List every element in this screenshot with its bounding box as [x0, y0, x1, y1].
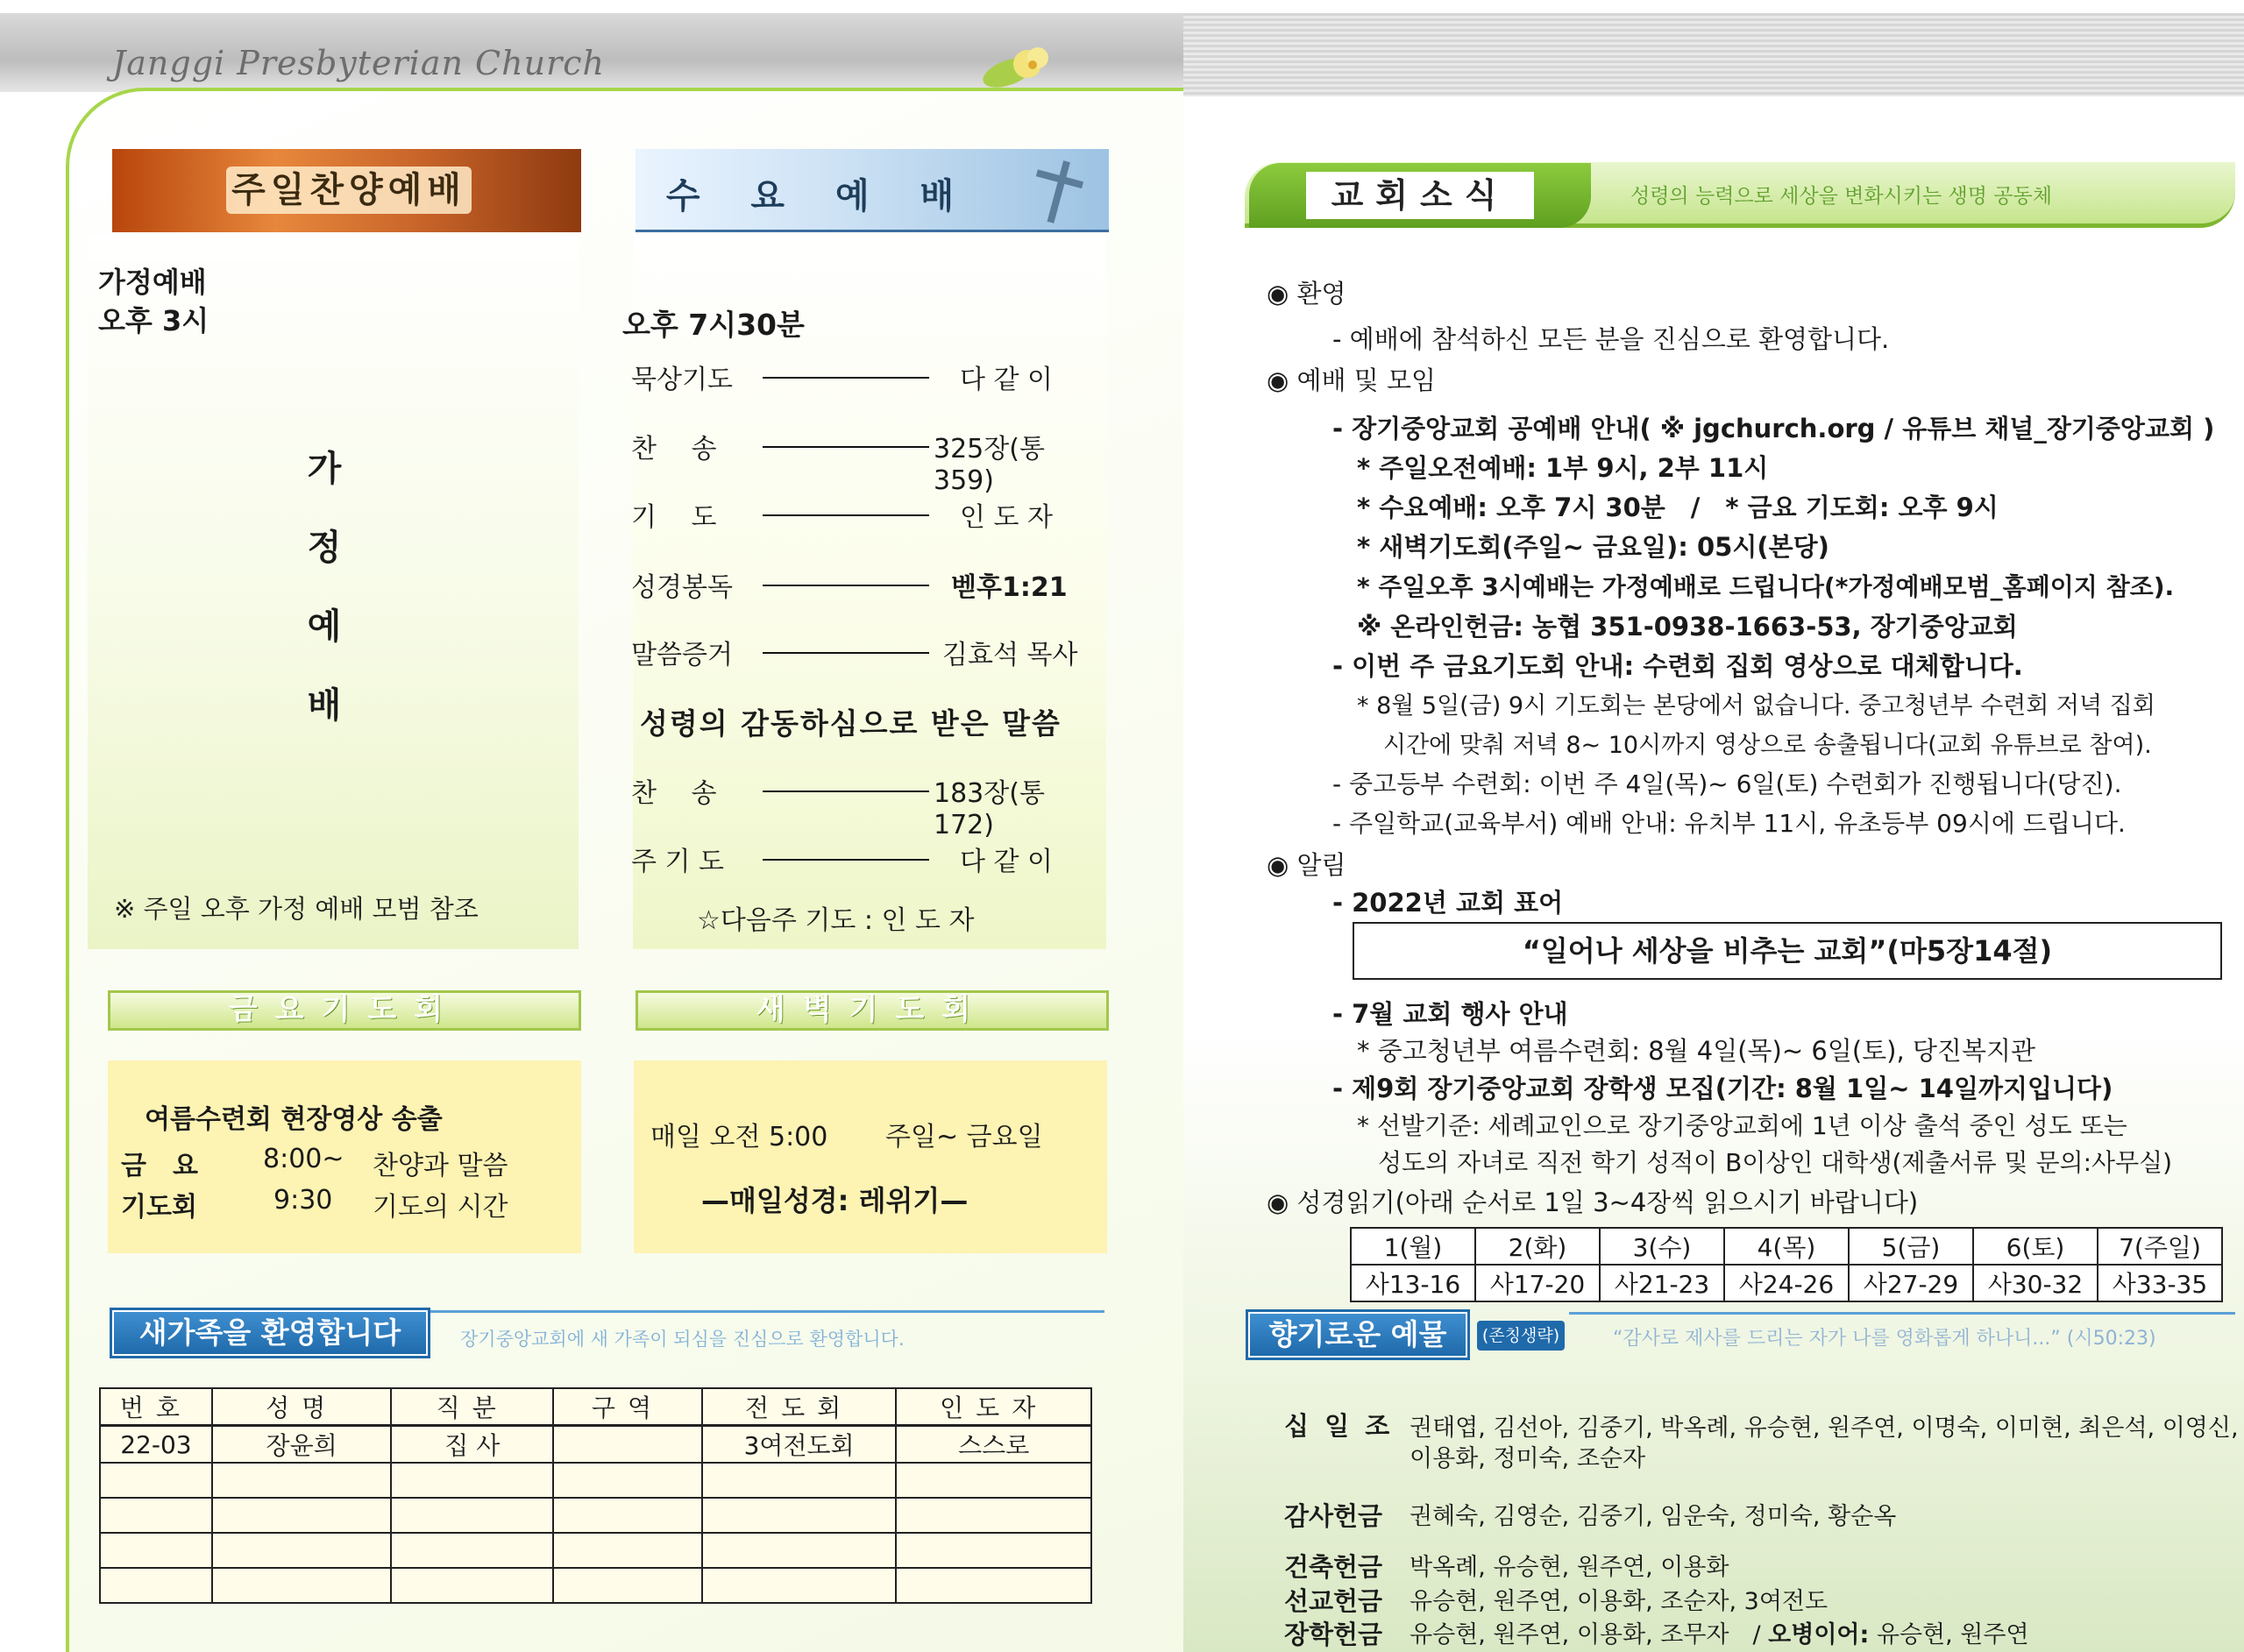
table-cell: 사17-20: [1475, 1265, 1600, 1301]
order-row: [631, 633, 1104, 677]
order-label: 찬 송: [631, 778, 717, 809]
order-row: [631, 565, 1104, 609]
worship-line: * 새벽기도회(주일~ 금요일): 05시(본당): [1357, 532, 1829, 562]
table-cell: [212, 1498, 392, 1533]
vertical-char: 가: [307, 449, 342, 489]
order-label: 성경봉독: [631, 572, 733, 603]
table-row: [100, 1568, 1091, 1603]
column-header: 전도회: [702, 1388, 897, 1426]
wednesday-worship-banner-label: 수 요 예 배: [665, 176, 974, 216]
table-cell: [553, 1426, 702, 1464]
obyeong-names: 유승현, 원주연: [1869, 1621, 2029, 1648]
offering-label: 향기로운 예물: [1248, 1312, 1467, 1358]
table-cell: [553, 1533, 702, 1568]
column-header: 직분: [391, 1388, 553, 1426]
bible-reading-heading: ◉ 성경읽기(아래 순서로 1일 3~4장씩 읽으시기 바랍니다): [1267, 1188, 1919, 1217]
church-news-subtitle: 성령의 능력으로 세상을 변화시키는 생명 공동체: [1630, 185, 2052, 208]
table-cell: 6(토): [1973, 1228, 2098, 1265]
order-row: [631, 840, 1104, 883]
vertical-char: 배: [307, 685, 342, 726]
table-cell: 사30-32: [1973, 1265, 2098, 1301]
table-cell: [212, 1463, 392, 1498]
order-label: 찬 송: [631, 434, 717, 464]
thanks-label: 감사헌금: [1284, 1501, 1383, 1531]
scholarship-names: 유승현, 원주연, 이용화, 조무자 /: [1410, 1621, 1769, 1648]
order-row: [631, 358, 1104, 401]
notice-line: * 중고청년부 여름수련회: 8월 4일(목)~ 6일(토), 당진복지관: [1357, 1036, 2035, 1066]
dawn-prayer-box: [634, 1060, 1107, 1253]
table-cell: [100, 1568, 212, 1603]
sermon-title: 성령의 감동하심으로 받은 말씀: [640, 706, 1062, 741]
mission-names: 유승현, 원주연, 이용화, 조순자, 3여전도: [1410, 1588, 1829, 1615]
vertical-char: 정: [307, 528, 342, 568]
table-cell: [896, 1463, 1091, 1498]
new-family-table: [99, 1387, 1092, 1604]
worship-line: - 중고등부 수련회: 이번 주 4일(목)~ 6일(토) 수련회가 진행됩니다(당진).: [1332, 769, 2122, 798]
order-value: 김효석 목사: [942, 640, 1078, 670]
worship-heading: ◉ 예배 및 모임: [1267, 365, 1437, 395]
table-cell: [896, 1568, 1091, 1603]
vertical-home-worship-title: [302, 429, 346, 745]
notice-line: - 7월 교회 행사 안내: [1332, 999, 1568, 1029]
table-cell: [702, 1463, 897, 1498]
worship-line: * 주일오후 3시예배는 가정예배로 드립니다(*가정예배모범_홈페이지 참조).: [1357, 572, 2175, 601]
new-family-subtitle: 장기중앙교회에 새 가족이 되심을 진심으로 환영합니다.: [460, 1329, 905, 1350]
friday-row2-desc: 기도의 시간: [373, 1192, 508, 1223]
tithe-label: 십 일 조: [1284, 1411, 1394, 1441]
table-cell: [391, 1463, 553, 1498]
thanks-names: 권혜숙, 김영순, 김중기, 임운숙, 정미숙, 황순옥: [1410, 1503, 1897, 1530]
table-cell: 사33-35: [2098, 1265, 2222, 1301]
table-cell: [212, 1568, 392, 1603]
table-cell: 22-03: [100, 1426, 212, 1464]
notice-line: 성도의 자녀로 직전 학기 성적이 B이상인 대학생(제출서류 및 문의:사무실): [1378, 1148, 2173, 1177]
table-row: [1351, 1265, 2222, 1301]
order-leader-line: [763, 446, 929, 448]
order-label: 주 기 도: [631, 847, 725, 877]
table-cell: 4(목): [1724, 1228, 1849, 1265]
home-worship-title-line2: 오후 3시: [98, 304, 209, 337]
friday-row2-time: 9:30: [273, 1185, 333, 1216]
home-worship-note: ※ 주일 오후 가정 예배 모범 참조: [114, 894, 479, 924]
dawn-prayer-banner: 새벽기도회: [636, 990, 1109, 1031]
order-value: 325장(통359): [934, 434, 1045, 496]
table-cell: 스스로: [896, 1426, 1091, 1464]
order-row: [631, 771, 1104, 840]
table-cell: [391, 1533, 553, 1568]
worship-line: * 주일오전예배: 1부 9시, 2부 11시: [1357, 453, 1769, 483]
building-names: 박옥례, 유승현, 원주연, 이용화: [1410, 1554, 1729, 1581]
dawn-time: 매일 오전 5:00: [650, 1122, 828, 1152]
table-cell: [100, 1463, 212, 1498]
worship-line: * 8월 5일(금) 9시 기도회는 본당에서 없습니다. 중고청년부 수련회 저녁 집회: [1357, 692, 2155, 720]
friday-row2-label: 기도회: [121, 1192, 197, 1223]
table-cell: [553, 1463, 702, 1498]
worship-line: * 수요예배: 오후 7시 30분 / * 금요 기도회: 오후 9시: [1357, 493, 1999, 522]
offering-rule: [1569, 1312, 2235, 1315]
order-leader-line: [763, 859, 929, 861]
friday-row1-label: 금 요: [121, 1151, 198, 1181]
tithe-names: 이용화, 정미숙, 조순자: [1410, 1445, 1646, 1472]
welcome-text: - 예배에 참석하신 모든 분을 진심으로 환영합니다.: [1332, 324, 1890, 354]
table-cell: 집 사: [391, 1426, 553, 1464]
friday-row1-time: 8:00~: [263, 1144, 344, 1174]
welcome-heading: ◉ 환영: [1267, 279, 1346, 308]
worship-line: - 장기중앙교회 공예배 안내( ※ jgchurch.org / 유튜브 채널_장기중앙교회 ): [1332, 414, 2215, 443]
worship-line: 시간에 맞춰 저녁 8~ 10시까지 영상으로 송출됩니다(교회 유튜브로 참여).: [1383, 732, 2152, 759]
column-header: 인도자: [896, 1388, 1091, 1426]
table-row: [1351, 1228, 2222, 1265]
table-cell: 장윤희: [212, 1426, 392, 1464]
scholarship-label: 장학헌금: [1284, 1620, 1383, 1649]
column-header: 구역: [553, 1388, 702, 1426]
table-cell: 3(수): [1600, 1228, 1724, 1265]
new-family-label: 새가족을 환영합니다: [112, 1310, 428, 1356]
sunday-worship-banner-label: 주일찬양예배: [226, 167, 472, 214]
order-value: 183장(통172): [934, 778, 1045, 840]
wednesday-worship-banner: [636, 149, 1109, 232]
table-cell: [896, 1533, 1091, 1568]
obyeong-label: 오병이어:: [1768, 1621, 1870, 1648]
church-name: Janggi Presbyterian Church: [112, 44, 605, 82]
order-value: 다 같 이: [960, 847, 1054, 877]
table-cell: 사24-26: [1724, 1265, 1849, 1301]
worship-line: - 이번 주 금요기도회 안내: 수련회 집회 영상으로 대체합니다.: [1332, 651, 2023, 681]
friday-row1-desc: 찬양과 말씀: [373, 1151, 508, 1181]
next-week-prayer: ☆다음주 기도 : 인 도 자: [697, 905, 975, 936]
worship-line: - 주일학교(교육부서) 예배 안내: 유치부 11시, 유초등부 09시에 드립니다.: [1332, 809, 2126, 838]
notice-heading: ◉ 알림: [1267, 850, 1346, 880]
table-cell: [391, 1568, 553, 1603]
table-cell: 사21-23: [1600, 1265, 1724, 1301]
mission-label: 선교헌금: [1284, 1586, 1383, 1616]
friday-prayer-banner: 금요기도회: [108, 990, 581, 1031]
table-cell: [100, 1498, 212, 1533]
order-leader-line: [763, 791, 929, 792]
order-value: 다 같 이: [960, 365, 1054, 395]
order-value: 벧후1:21: [951, 572, 1068, 603]
table-cell: [212, 1533, 392, 1568]
right-header-band: [1183, 13, 2244, 96]
table-cell: 사27-29: [1849, 1265, 1973, 1301]
offering-verse: “감사로 제사를 드리는 자가 나를 영화롭게 하나니...” (시50:23): [1613, 1328, 2156, 1350]
table-cell: [391, 1498, 553, 1533]
table-cell: [553, 1568, 702, 1603]
table-row: [100, 1463, 1091, 1498]
notice-line: * 선발기준: 세례교인으로 장기중앙교회에 1년 이상 출석 중인 성도 또는: [1357, 1111, 2127, 1140]
table-cell: [702, 1533, 897, 1568]
dawn-days: 주일~ 금요일: [885, 1122, 1043, 1152]
church-news-title: 교회소식: [1306, 172, 1534, 219]
order-label: 묵상기도: [631, 365, 733, 395]
home-worship-title-line1: 가정예배: [98, 266, 207, 299]
order-value: 인 도 자: [960, 502, 1054, 533]
table-cell: [553, 1498, 702, 1533]
sunday-worship-banner: [112, 149, 581, 232]
table-cell: [702, 1498, 897, 1533]
order-row: [631, 427, 1104, 496]
table-cell: 사13-16: [1351, 1265, 1475, 1301]
home-worship-title: [98, 263, 209, 340]
order-label: 말씀증거: [631, 640, 733, 670]
table-row: [100, 1533, 1091, 1568]
order-leader-line: [763, 377, 929, 379]
column-header: 성명: [212, 1388, 392, 1426]
bible-reading-table: [1350, 1227, 2223, 1302]
worship-line: ※ 온라인헌금: 농협 351-0938-1663-53, 장기중앙교회: [1357, 612, 2018, 642]
table-cell: 1(월): [1351, 1228, 1475, 1265]
table-cell: 5(금): [1849, 1228, 1973, 1265]
table-cell: [896, 1498, 1091, 1533]
column-header: 번호: [100, 1388, 212, 1426]
table-header-row: [100, 1388, 1091, 1426]
table-row: [100, 1426, 1091, 1464]
order-label: 기 도: [631, 502, 717, 533]
dawn-bible-reading: —매일성경: 레위기—: [701, 1184, 969, 1217]
order-leader-line: [763, 585, 929, 586]
order-row: [631, 495, 1104, 539]
wednesday-time: 오후 7시30분: [622, 308, 805, 342]
building-label: 건축헌금: [1284, 1552, 1383, 1582]
table-cell: [702, 1568, 897, 1603]
table-cell: [100, 1533, 212, 1568]
vertical-char: 예: [307, 606, 342, 647]
notice-line: - 제9회 장기중앙교회 장학생 모집(기간: 8월 1일~ 14일까지입니다): [1332, 1074, 2113, 1103]
offering-honorific-tag: (존칭생략): [1477, 1321, 1565, 1351]
new-family-rule: [428, 1310, 1104, 1313]
table-cell: 7(주일): [2098, 1228, 2222, 1265]
table-cell: 2(화): [1475, 1228, 1600, 1265]
order-leader-line: [763, 514, 929, 516]
church-motto-box: “일어나 세상을 비추는 교회”(마5장14절): [1353, 922, 2222, 980]
friday-heading: 여름수련회 현장영상 송출: [145, 1104, 443, 1135]
motto-label: - 2022년 교회 표어: [1332, 888, 1564, 918]
cross-icon: [1026, 156, 1096, 226]
table-row: [100, 1498, 1091, 1533]
scholarship-line: [1410, 1615, 2029, 1649]
order-leader-line: [763, 652, 929, 654]
tithe-names: 권태엽, 김선아, 김중기, 박옥례, 유승현, 원주연, 이명숙, 이미현, 최은석, 이영신,: [1410, 1414, 2239, 1442]
table-cell: 3여전도회: [702, 1426, 897, 1464]
